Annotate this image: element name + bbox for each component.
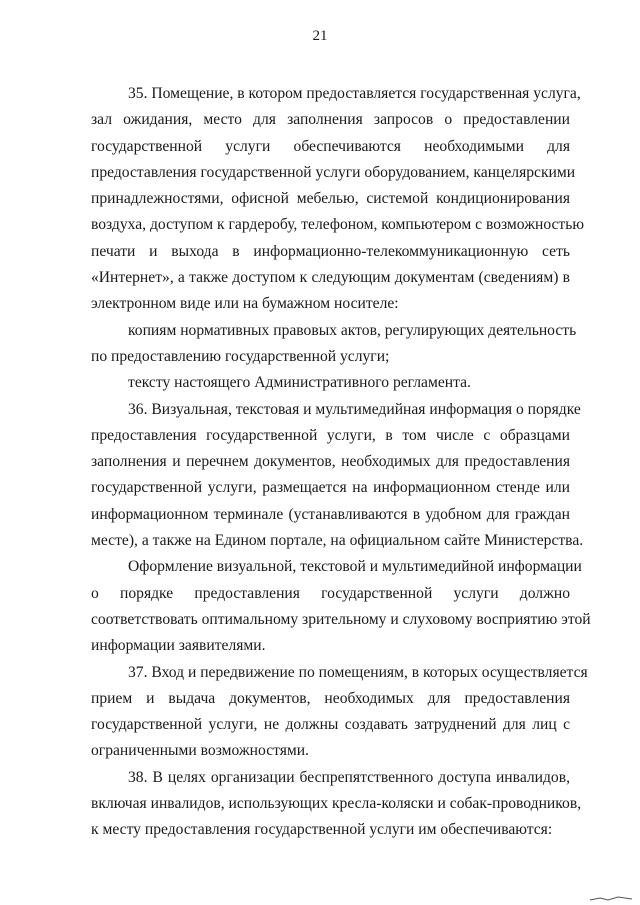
text-line: о порядке предоставления государственной услуги должно	[91, 584, 570, 602]
text-line: соответствовать оптимальному зрительному и слуховому восприятию этой	[91, 610, 591, 628]
scan-artifact	[588, 893, 634, 903]
text-line: предоставления государственной услуги, в том числе с образцами	[91, 426, 570, 444]
text-line: 36. Визуальная, текстовая и мультимедийная информация о порядке	[128, 400, 581, 418]
text-line: воздуха, доступом к гардеробу, телефоном, компьютером с возможностью	[91, 216, 585, 234]
text-line: «Интернет», а также доступом к следующим документам (сведениям) в	[91, 269, 570, 287]
text-line: прием и выдача документов, необходимых для предоставления	[91, 689, 570, 707]
body-text	[91, 81, 591, 844]
text-line: 38. В целях организации беспрепятственного доступа инвалидов,	[128, 768, 570, 786]
text-line: к месту предоставления государственной услуги им обеспечиваются:	[91, 821, 553, 839]
text-line: государственной услуги, не должны создавать затруднений для лиц с	[91, 716, 570, 734]
text-line: информационном терминале (устанавливаются в удобном для граждан	[91, 505, 570, 523]
text-line: информации заявителями.	[91, 637, 266, 655]
text-line: государственной услуги обеспечиваются необходимыми для	[91, 137, 570, 155]
text-line: государственной услуги, размещается на информационном стенде или	[91, 479, 570, 497]
text-line: предоставления государственной услуги оборудованием, канцелярскими	[91, 163, 576, 181]
text-line: тексту настоящего Административного регламента.	[128, 374, 471, 392]
text-line: 37. Вход и передвижение по помещениям, в которых осуществляется	[128, 663, 588, 681]
text-line: копиям нормативных правовых актов, регулирующих деятельность	[128, 321, 577, 339]
text-line: зал ожидания, место для заполнения запросов о предоставлении	[91, 111, 570, 129]
text-line: печати и выхода в информационно-телекоммуникационную сеть	[91, 242, 570, 260]
text-line: ограниченными возможностями.	[91, 742, 310, 760]
text-line: месте), а также на Едином портале, на официальном сайте Министерства.	[91, 532, 584, 550]
text-line: включая инвалидов, использующих кресла-коляски и собак-проводников,	[91, 795, 582, 813]
text-line: Оформление визуальной, текстовой и мультимедийной информации	[128, 558, 582, 576]
text-line: 35. Помещение, в котором предоставляется государственная услуга,	[128, 85, 581, 102]
text-line: по предоставлению государственной услуги;	[91, 347, 390, 365]
text-line: принадлежностями, офисной мебелью, системой кондиционирования	[91, 190, 570, 208]
text-line: электронном виде или на бумажном носителе:	[91, 295, 399, 313]
text-line: заполнения и перечнем документов, необходимых для предоставления	[91, 453, 570, 471]
page-number: 21	[312, 28, 328, 44]
